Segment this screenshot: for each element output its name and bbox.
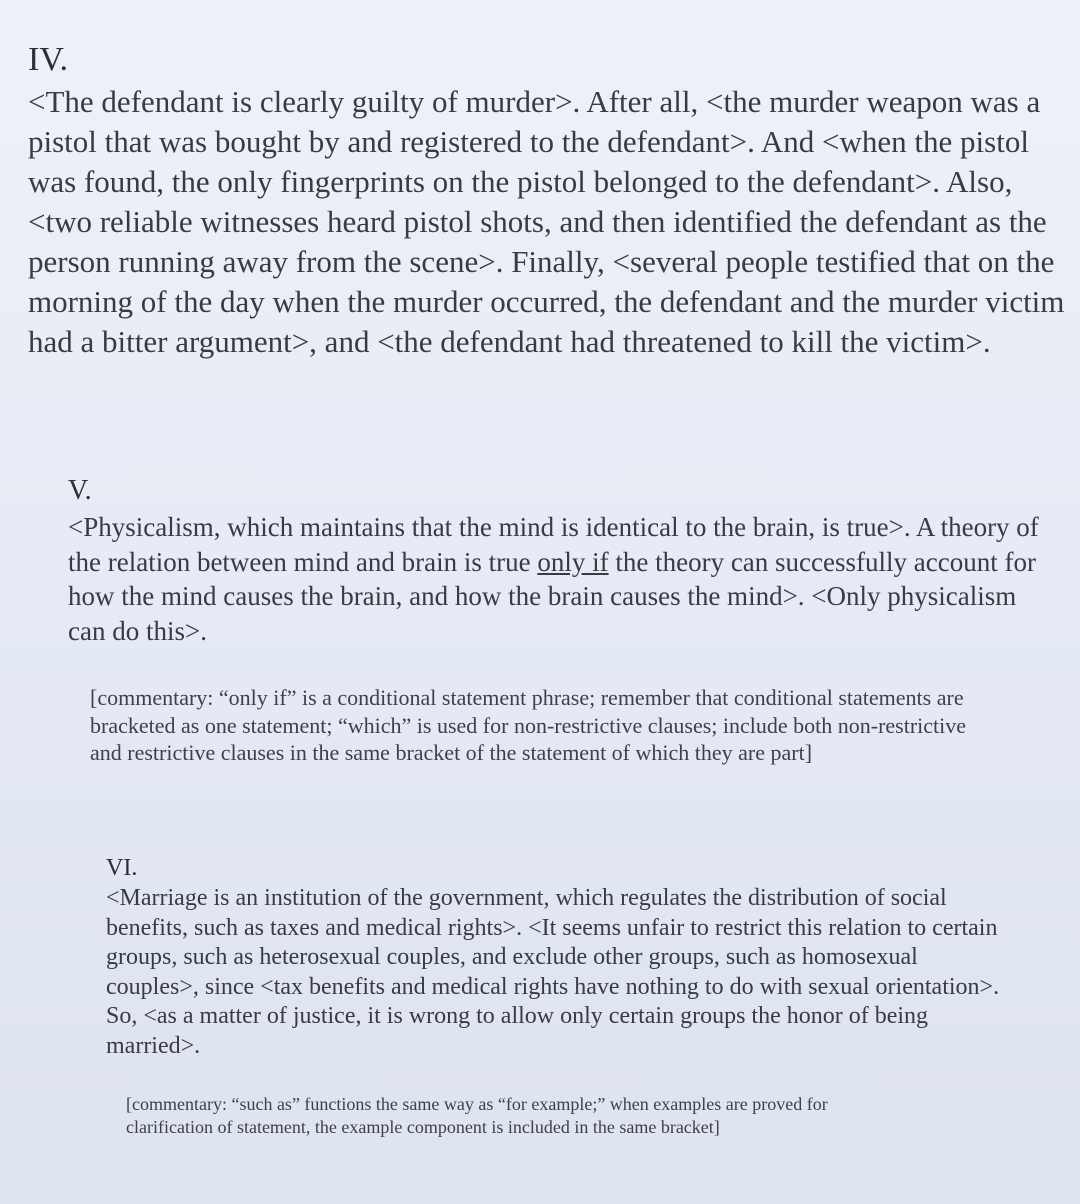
paragraph-text: the theory can successfully account for how the mind causes the brain, and how the brain causes the mind>. <Only physicalism can do this>. xyxy=(68,546,1036,646)
argument-paragraph xyxy=(68,510,1048,648)
commentary-note: [commentary: “only if” is a conditional statement phrase; remember that conditional statements are bracketed as one statement; “which” is used for non-restrictive clauses; include both non-restrictive and restrictive clauses in the same bracket of the statement of which they are part] xyxy=(90,685,967,765)
section-vi xyxy=(106,852,1006,1139)
section-iv xyxy=(28,38,1068,362)
section-heading: VI. xyxy=(106,855,138,881)
underlined-phrase: only if xyxy=(537,546,609,577)
section-heading: IV. xyxy=(28,41,68,78)
section-heading: V. xyxy=(68,475,92,506)
commentary-note: [commentary: “such as” functions the same way as “for example;” when examples are proved for clarification of statement, the example component is included in the same bracket] xyxy=(126,1094,828,1137)
argument-paragraph: <The defendant is clearly guilty of murder>. After all, <the murder weapon was a pistol that was bought by and registered to the defendant>. And <when the pistol was found, the only fingerprints on the pistol belonged to the defendant>. Also, <two reliable witnesses heard pistol shots, and then identified the defendant as the person running away from the scene>. Finally, <several people testified that on the morning of the day when the murder occurred, the defendant and the murder victim had a bitter argument>, and <the defendant had threatened to kill the victim>. xyxy=(28,84,1065,359)
paragraph-text: <Physicalism, which maintains that the mind is identical to the brain, is true>. A theory of the relation between mind and brain is true xyxy=(68,512,1039,577)
argument-paragraph: <Marriage is an institution of the government, which regulates the distribution of social benefits, such as taxes and medical rights>. <It seems unfair to restrict this relation to certain groups, such as heterosexual couples, and exclude other groups, such as homosexual couples>, since <tax benefits and medical rights have nothing to do with sexual orientation>. So, <as a matter of justice, it is wrong to allow only certain groups the honor of being married>. xyxy=(106,885,1000,1059)
section-v xyxy=(68,474,1048,767)
